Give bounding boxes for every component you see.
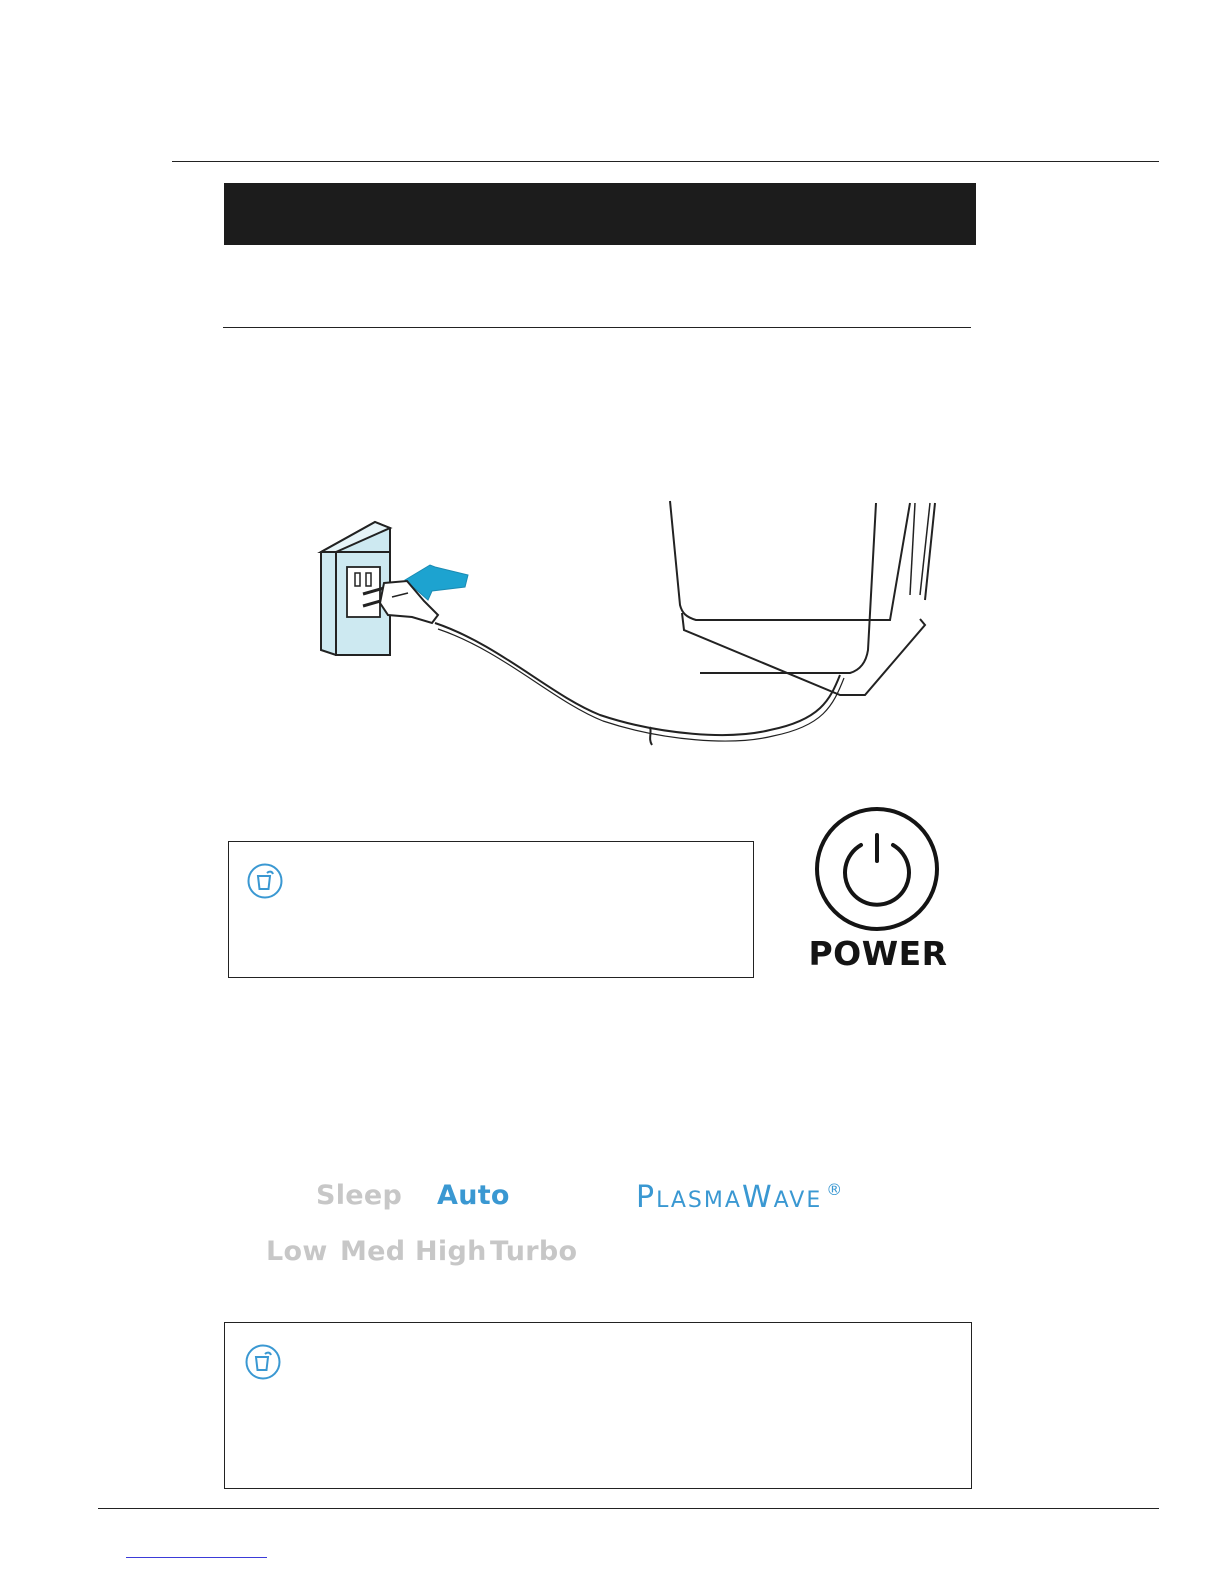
header-rule [172,161,1159,162]
note-box-power [228,841,754,978]
power-icon [813,805,941,933]
footer-link-underline[interactable] [126,1557,267,1558]
speed-low: Low [266,1236,328,1267]
section-title-banner [224,183,976,245]
speed-med: Med [340,1236,406,1267]
plasmawave-logo-text: PLASMAWAVE [636,1180,823,1215]
note-box-modes [224,1322,972,1489]
plug-in-illustration [300,495,960,755]
registered-mark: ® [826,1180,845,1199]
power-cord [435,623,840,735]
subsection-rule [223,327,971,328]
speed-high: High [415,1236,487,1267]
note-cup-icon [247,863,283,899]
speed-turbo: Turbo [490,1236,578,1267]
air-purifier-unit [670,501,935,695]
power-label: POWER [808,934,948,973]
mode-auto: Auto [437,1180,510,1211]
footer-rule [98,1508,1159,1509]
plasmawave-logo [636,1180,844,1215]
note-cup-icon [245,1344,281,1380]
mode-sleep: Sleep [316,1180,403,1211]
